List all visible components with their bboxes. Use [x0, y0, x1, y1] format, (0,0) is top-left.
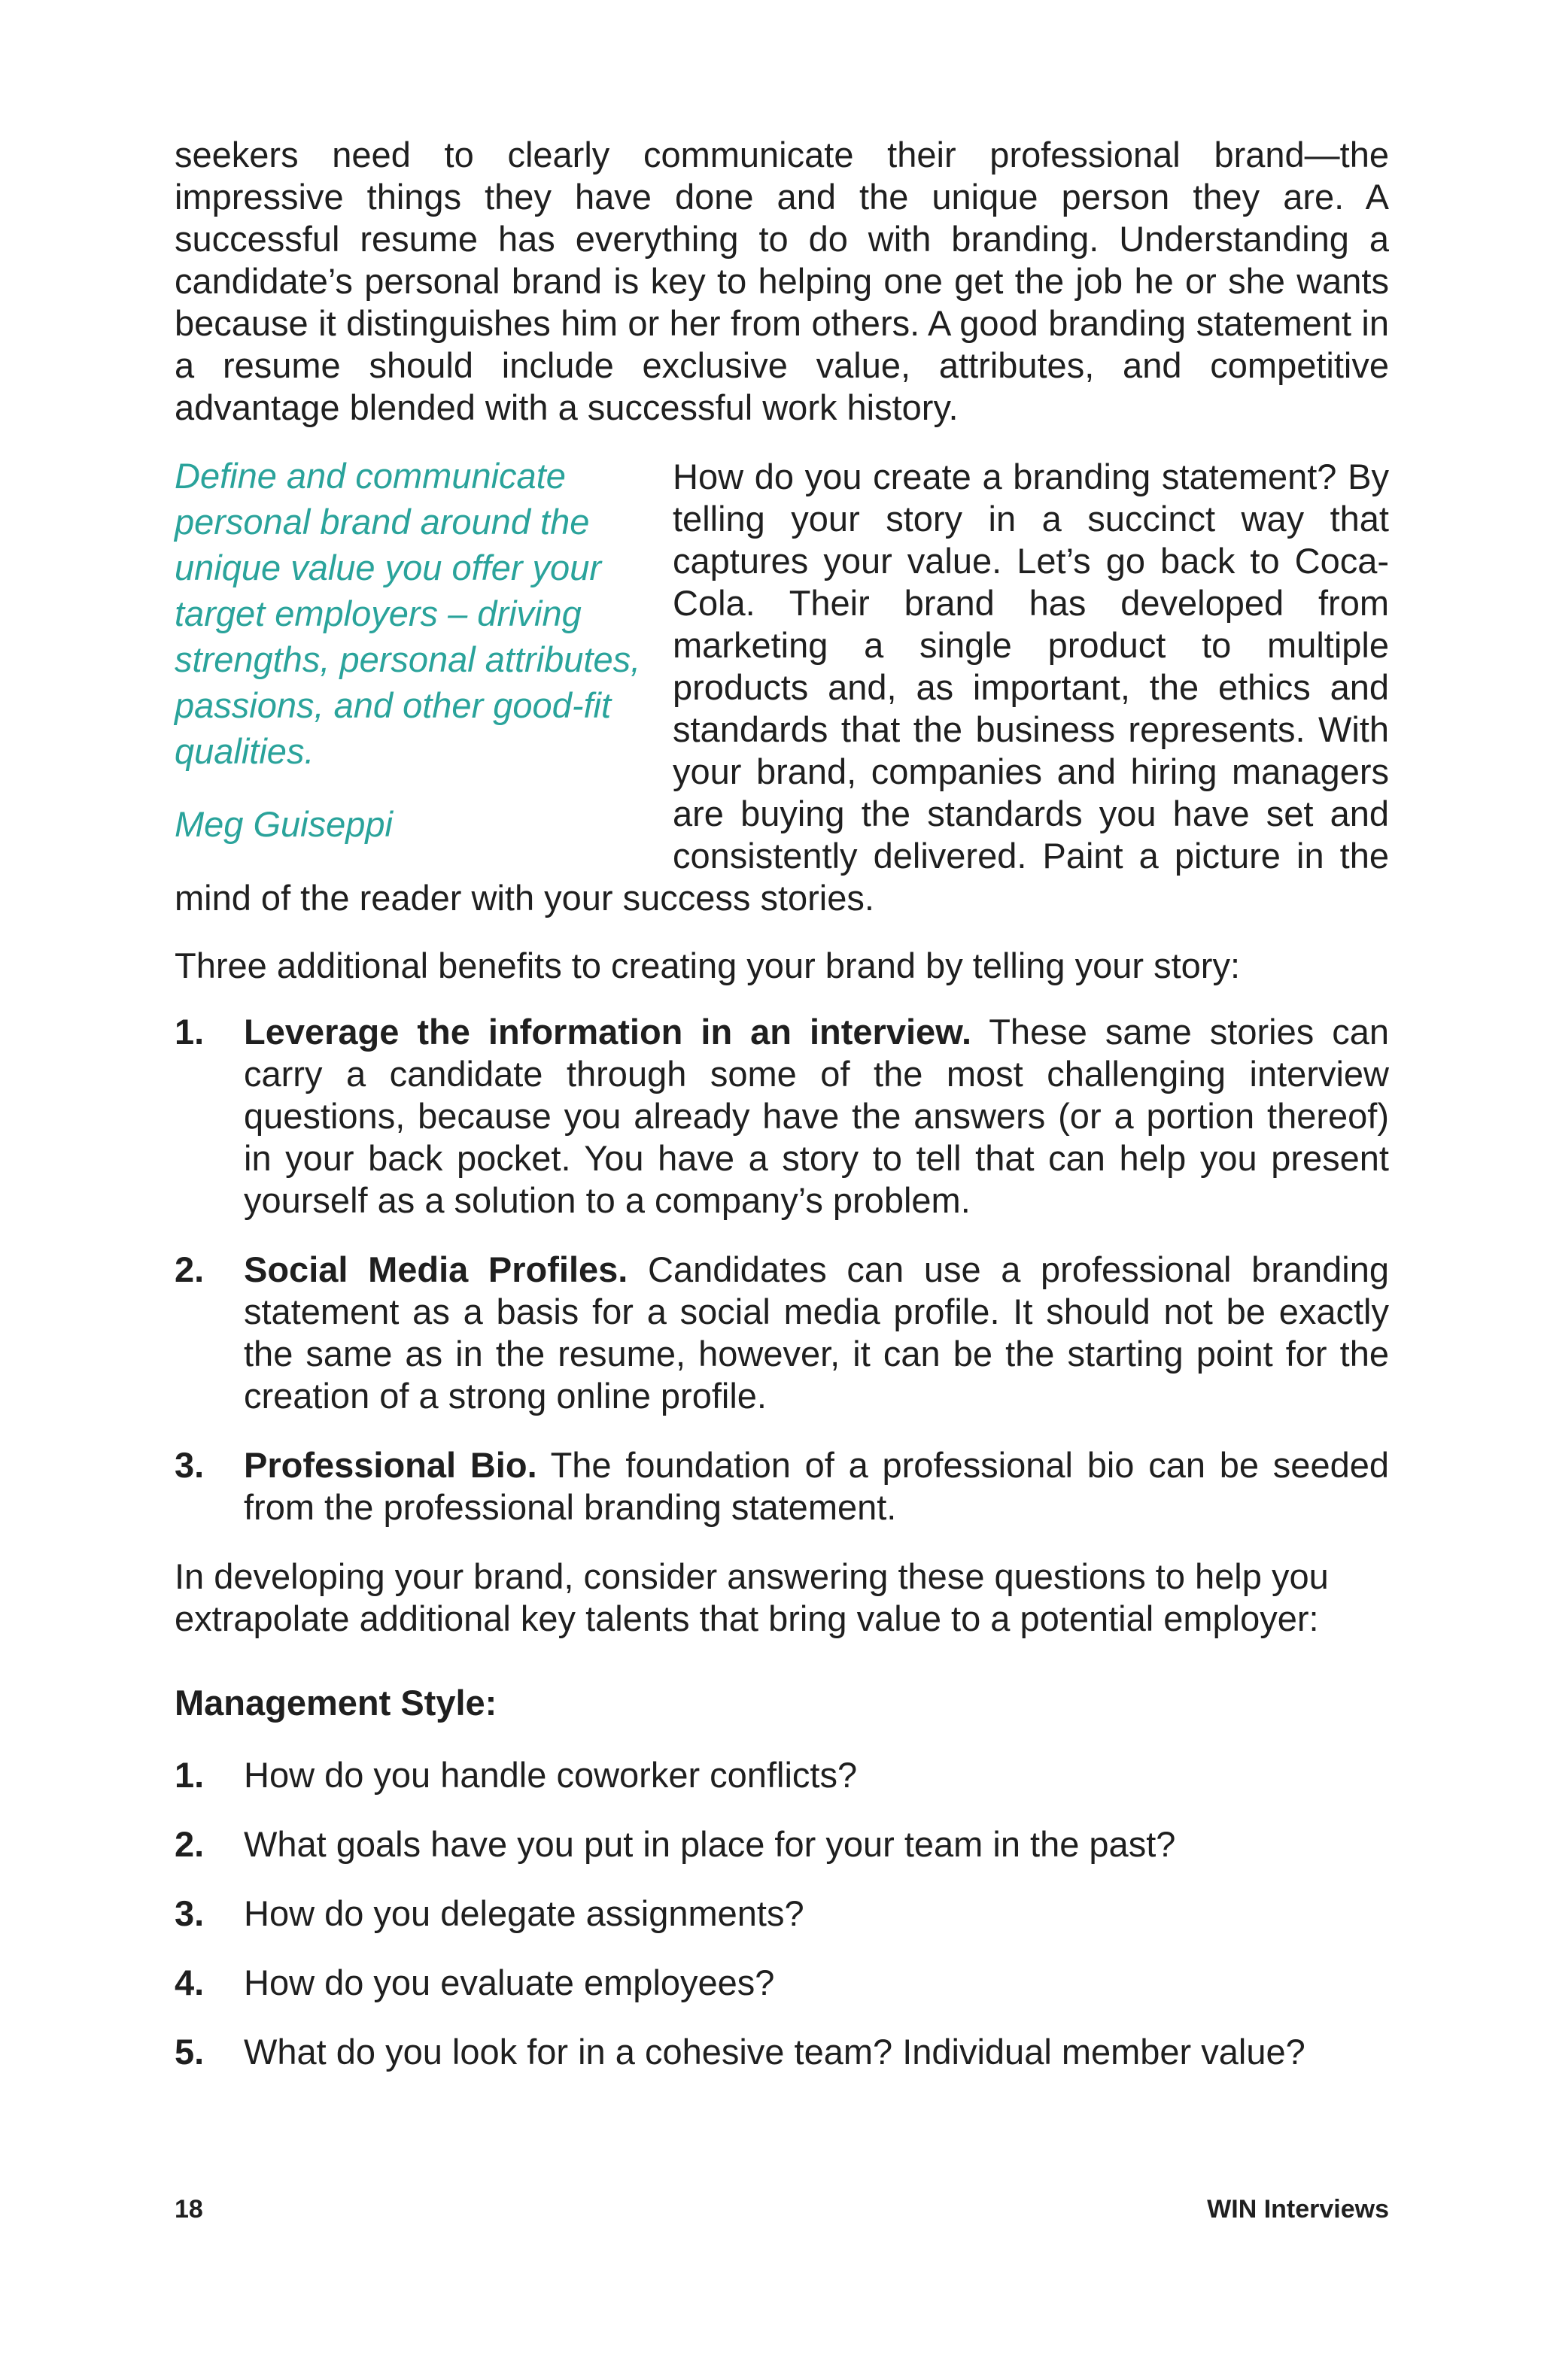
page-footer: [175, 2195, 1389, 2224]
book-title: WIN Interviews: [1207, 2195, 1389, 2224]
list-item: [175, 1754, 1389, 1796]
page-number: 18: [175, 2195, 203, 2224]
story-paragraph: How do you create a branding statement? By telling your story in a succinct way that captures your value. Let’s go back to Coca-Cola. Their brand has developed from marketing a single product to multiple products and, as important, the ethics and standards that the business represents. With your brand, companies and hiring managers are buying the standards you have set and consistently delivered. Paint a picture in the mind of the reader with your success stories.: [175, 457, 1389, 918]
question-text: How do you evaluate employees?: [244, 1963, 775, 2002]
list-number: 5.: [175, 2032, 205, 2072]
benefit-text: The foundation of a professional bio can be seeded from the professional branding statement.: [244, 1445, 1389, 1527]
question-text: How do you delegate assignments?: [244, 1893, 804, 1933]
list-item: [175, 1962, 1389, 2004]
section-heading: Management Style:: [175, 1683, 497, 1723]
question-text: What do you look for in a cohesive team? Individual member value?: [244, 2032, 1305, 2072]
pull-quote-author: Meg Guiseppi: [175, 804, 393, 844]
list-number: 1.: [175, 1012, 205, 1052]
list-item: [175, 1249, 1389, 1417]
benefit-text: These same stories can carry a candidate through some of the most challenging interview questions, because you already have the answers (or a portion thereof) in your back pocket. You have a story to tell that can help you present yourself as a solution to a company’s problem.: [244, 1012, 1389, 1220]
pull-quote-text: Define and communicate personal brand around the unique value you offer your target employers – driving strengths, personal attributes, passions, and other good-fit qualities.: [175, 456, 641, 771]
list-item: [175, 1011, 1389, 1222]
question-text: What goals have you put in place for your team in the past?: [244, 1824, 1176, 1864]
benefit-title: Social Media Profiles.: [244, 1249, 628, 1289]
management-questions-list: [175, 1754, 1389, 2073]
quote-section: [175, 456, 1389, 919]
list-number: 1.: [175, 1755, 205, 1795]
list-number: 3.: [175, 1893, 205, 1933]
list-item: [175, 1893, 1389, 1935]
benefit-text: Candidates can use a professional branding statement as a basis for a social media profile. It should not be exactly the same as in the resume, however, it can be the starting point for the creation of a strong online profile.: [244, 1249, 1389, 1416]
page-content: [175, 134, 1389, 2100]
list-number: 2.: [175, 1824, 205, 1864]
list-body: [244, 1011, 1389, 1222]
list-number: 2.: [175, 1249, 205, 1289]
benefit-title: Leverage the information in an interview.: [244, 1012, 972, 1052]
benefits-list: [175, 1011, 1389, 1528]
list-number: 4.: [175, 1963, 205, 2002]
benefits-lead: Three additional benefits to creating your brand by telling your story:: [175, 946, 1241, 985]
list-item: [175, 1823, 1389, 1865]
list-number: 3.: [175, 1445, 205, 1485]
list-item: [175, 1444, 1389, 1528]
list-body: [244, 1444, 1389, 1528]
list-body: [244, 1249, 1389, 1417]
benefit-title: Professional Bio.: [244, 1445, 537, 1485]
closing-paragraph: In developing your brand, consider answering these questions to help you extrapolate additional key talents that bring value to a potential employer:: [175, 1556, 1329, 1638]
pull-quote: [175, 453, 641, 855]
list-item: [175, 2031, 1389, 2073]
intro-paragraph: seekers need to clearly communicate their professional brand—the impressive things they have done and the unique person they are. A successful resume has everything to do with branding. Understanding a candidate’s personal brand is key to helping one get the job he or she wants because it distinguishes him or her from others. A good branding statement in a resume should include exclusive value, attributes, and competitive advantage blended with a successful work history.: [175, 135, 1389, 427]
question-text: How do you handle coworker conflicts?: [244, 1755, 858, 1795]
